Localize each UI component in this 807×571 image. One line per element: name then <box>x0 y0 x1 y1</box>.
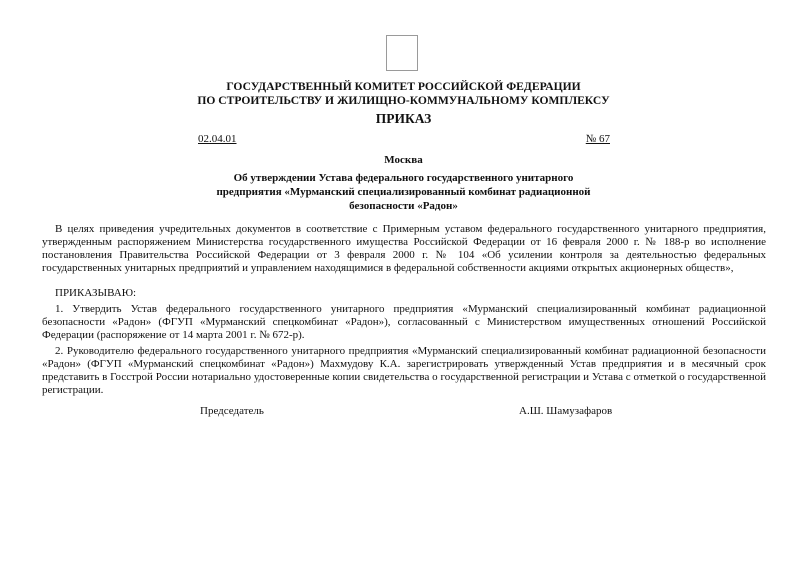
signatory-title: Председатель <box>200 405 264 417</box>
preamble-paragraph: В целях приведения учредительных документов в соответствие с Примерным уставом федерального государственного унитарного предприятия, утвержденным распоряжением Министерства государственного имущества Российской Федерации от 16 февраля 2000 г. № 188-р во исполнение постановления Правительства Российской Федерации от 3 февраля 2000 г. № 104 «Об усилении контроля за деятельностью федеральных государственных унитарных предприятий и управлением находящимися в федеральной собственности акциями открытых акционерных обществ», <box>42 223 766 274</box>
order-item-2: 2. Руководителю федерального государственного унитарного предприятия «Мурманский специализированный комбинат радиационной безопасности «Радон» (ФГУП «Мурманский спецкомбинат «Радон») Махмудову К.А. зарегистрировать утвержденный Устав предприятия и в месячный срок представить в Госстрой России нотариально удостоверенные копии свидетельства о государственной регистрации и Устава с отметкой о государственной регистрации. <box>42 345 766 396</box>
order-item-1: 1. Утвердить Устав федерального государственного унитарного предприятия «Мурманский специализированный комбинат радиационной безопасности «Радон» (ФГУП «Мурманский спецкомбинат «Радон»), согласованный с Министерством имущественных отношений Российской Федерации (распоряжение от 14 марта 2001 г. № 672-р). <box>42 303 766 341</box>
document-type-title: ПРИКАЗ <box>375 111 432 126</box>
subject-line-3: безопасности «Радон» <box>349 200 458 212</box>
subject-line-2: предприятия «Мурманский специализированный комбинат радиационной <box>216 186 591 198</box>
document-number: № 67 <box>585 133 610 145</box>
order-keyword: ПРИКАЗЫВАЮ: <box>55 287 137 299</box>
authority-line-1: ГОСУДАРСТВЕННЫЙ КОМИТЕТ РОССИЙСКОЙ ФЕДЕРАЦИИ <box>226 80 581 93</box>
document-date: 02.04.01 <box>198 133 237 145</box>
issuing-authority <box>0 80 807 108</box>
signatory-name: А.Ш. Шамузафаров <box>519 405 613 417</box>
document-subject <box>0 171 807 213</box>
subject-line-1: Об утверждении Устава федерального государственного унитарного <box>233 172 574 184</box>
authority-line-2: ПО СТРОИТЕЛЬСТВУ И ЖИЛИЩНО-КОММУНАЛЬНОМУ КОМПЛЕКСУ <box>197 94 610 107</box>
emblem-placeholder-icon <box>386 35 418 71</box>
document-city: Москва <box>384 154 423 166</box>
